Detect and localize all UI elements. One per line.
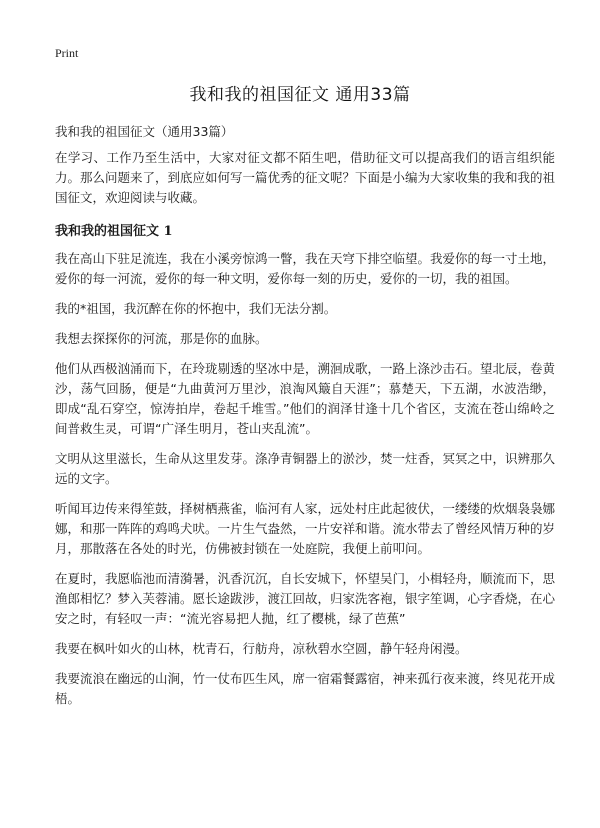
intro-paragraph: 在学习、工作乃至生活中，大家对征文都不陌生吧，借助征文可以提高我们的语言组织能力。那么问题来了，到底应如何写一篇优秀的征文呢？下面是小编为大家收集的我和我的祖国征文，欢迎阅读与收藏。 [55, 150, 556, 205]
page-title: 我和我的祖国征文 通用33篇 [189, 85, 411, 105]
body-paragraph: 我要流浪在幽远的山涧，竹一仗布匹生风，席一宿霜餐露宿，神来孤行夜来渡，终见花开成梧。 [55, 671, 556, 706]
body-paragraph: 我要在枫叶如火的山林，枕青石，行舫舟，凉秋碧水空圆，静午轻舟闲漫。 [55, 641, 468, 656]
body-paragraph: 他们从西极汹涌而下，在玲珑剔透的坚冰中是，溯洄成歌，一路上涤沙击石。望北辰，卷黄沙，荡气回肠，便是“九曲黄河万里沙，浪淘风簸自天涯”；慕楚天，下五湖，水波浩缈，即成“乱石穿空，惊涛拍岸，卷起千堆雪。”他们的润泽甘逢十几个省区，支流在苍山绵岭之间普救生灵，可谓“广泽生明月，苍山夹乱流”。 [55, 361, 556, 436]
section-heading: 我和我的祖国征文 1 [55, 224, 173, 239]
document-body [55, 148, 555, 719]
body-paragraph: 听闻耳边传来得笙鼓，择树栖燕雀，临河有人家，远处村庄此起彼伏，一缕缕的炊烟袅袅娜娜，和那一阵阵的鸡鸣犬吠。一片生气盎然，一片安祥和谐。流水带去了曾经风情万种的岁月，那散落在各处的时光，仿佛被封锁在一处庭院，我便上前叩问。 [55, 501, 556, 556]
body-paragraph: 在夏时，我愿临池而清漪暑，汎香沉沉，自长安城下，怀望吴门，小楫轻舟，顺流而下，思渔郎相忆？梦入芙蓉浦。愿长途跋涉，渡江回故，归家洗客袍，银字笙调，心字香烧，在心安之时，有轻叹一声：“流光容易把人抛，红了樱桃，绿了芭蕉” [55, 571, 556, 626]
document-subtitle: 我和我的祖国征文（通用33篇） [55, 124, 234, 139]
body-paragraph: 我的*祖国，我沉醉在你的怀抱中，我们无法分割。 [55, 301, 337, 316]
body-paragraph: 文明从这里滋长，生命从这里发芽。涤净青铜器上的淤沙，焚一炷香，冥冥之中，识辨那久远的文字。 [55, 451, 556, 486]
print-link[interactable]: Print [55, 46, 79, 60]
body-paragraph: 我想去探探你的河流，那是你的血脉。 [55, 331, 268, 346]
body-paragraph: 我在高山下驻足流连，我在小溪旁惊鸿一瞥，我在天穹下排空临望。我爱你的每一寸土地，爱你的每一河流，爱你的每一种文明，爱你每一刻的历史，爱你的一切，我的祖国。 [55, 251, 556, 286]
